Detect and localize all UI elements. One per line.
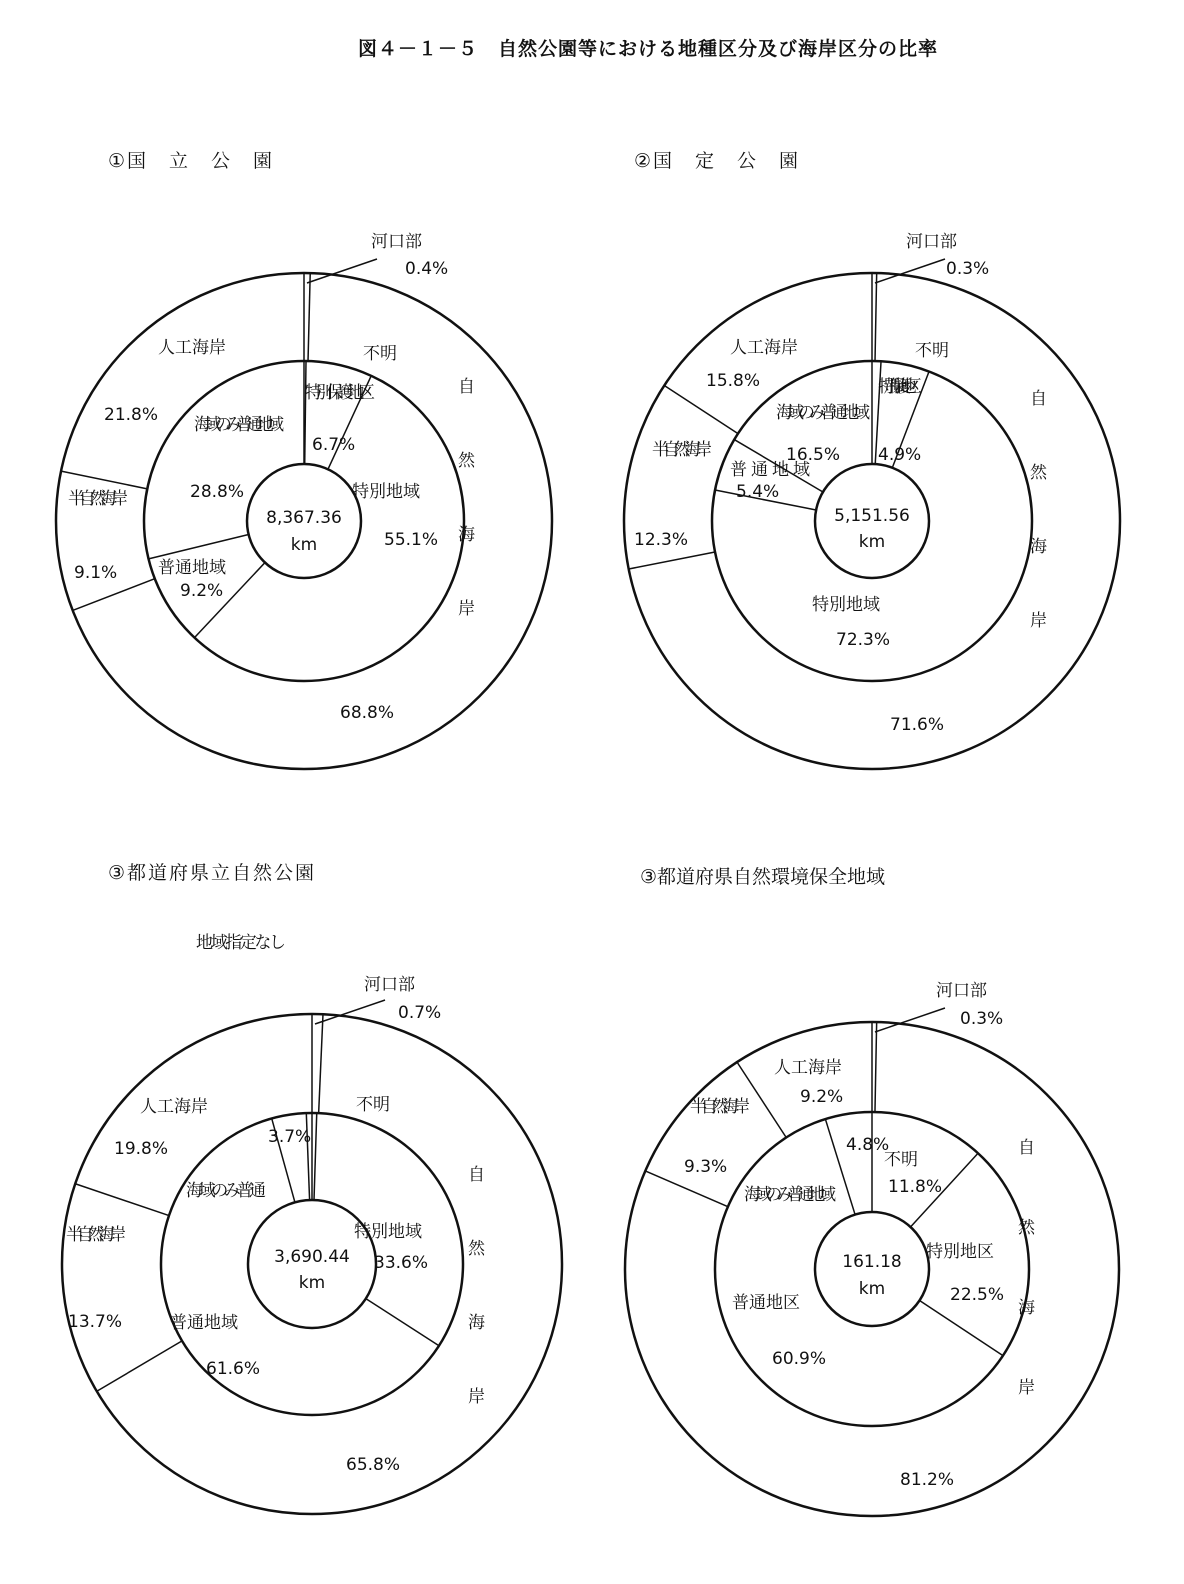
value-ordinary-area: 9.2% <box>180 581 224 601</box>
label-unknown: 不明 <box>915 341 949 361</box>
value-natural-coast: 65.8% <box>346 1455 401 1475</box>
label-unknown: 不明 <box>363 344 397 364</box>
label-special-protection: 特別保護地区 <box>305 383 375 403</box>
label-semi-natural-coast: 半自然海岸 <box>690 1097 750 1117</box>
label-natural-coast: 自然海岸 <box>1018 1138 1035 1398</box>
value-special-protection: 6.7% <box>312 435 356 455</box>
value-semi-natural-coast: 12.3% <box>634 530 689 550</box>
value-semi-natural-coast: 9.3% <box>684 1157 728 1177</box>
value-special-area: 33.6% <box>374 1253 429 1273</box>
value-ordinary-area: 60.9% <box>772 1349 827 1369</box>
label-ordinary-area: 普通地域 <box>158 558 226 578</box>
label-estuary: 河口部 <box>371 232 422 252</box>
value-semi-natural-coast: 13.7% <box>68 1312 123 1332</box>
label-artificial-coast: 人工海岸 <box>730 338 798 358</box>
value-natural-coast: 71.6% <box>890 715 945 735</box>
value-artificial-coast: 19.8% <box>114 1139 169 1159</box>
label-natural-coast: 自然海岸 <box>468 1165 485 1407</box>
center-unit: km <box>298 1273 326 1293</box>
value-marine-ordinary: 16.5% <box>786 445 841 465</box>
label-unknown: 不明 <box>356 1095 390 1115</box>
label-no-designation: 地域指定なし <box>196 933 286 953</box>
label-artificial-coast: 人工海岸 <box>774 1058 842 1078</box>
value-marine-ordinary: 28.8% <box>190 482 245 502</box>
label-special-area: 特別地域 <box>354 1222 422 1242</box>
label-special-protection: 特別保護地区 <box>878 377 922 397</box>
value-estuary: 0.3% <box>946 259 990 279</box>
label-special-area: 特別地域 <box>352 482 420 502</box>
value-special-area: 72.3% <box>836 630 891 650</box>
center-total-length: 3,690.44 <box>274 1247 350 1267</box>
label-estuary: 河口部 <box>364 975 415 995</box>
panel-title-national-parks: ①国 立 公 園 <box>108 150 275 172</box>
value-ordinary-area: 61.6% <box>206 1359 261 1379</box>
value-semi-natural-coast: 9.1% <box>74 563 118 583</box>
panel-title-prefectural-conservation-areas: ③都道府県自然環境保全地域 <box>640 866 886 888</box>
label-artificial-coast: 人工海岸 <box>140 1097 208 1117</box>
label-natural-coast: 自然海岸 <box>1030 389 1047 631</box>
label-semi-natural-coast: 半自然海岸 <box>68 489 128 509</box>
label-artificial-coast: 人工海岸 <box>158 338 226 358</box>
label-ordinary-area: 普通地域 <box>730 460 810 480</box>
value-artificial-coast: 9.2% <box>800 1087 844 1107</box>
value-natural-coast: 81.2% <box>900 1470 955 1490</box>
center-unit: km <box>858 1279 886 1299</box>
label-ordinary-area: 普通地域 <box>170 1313 238 1333</box>
value-artificial-coast: 15.8% <box>706 371 761 391</box>
label-special-area: 特別地区 <box>926 1242 994 1262</box>
label-ordinary-area: 普通地区 <box>732 1293 800 1313</box>
value-marine-ordinary: 4.8% <box>846 1135 890 1155</box>
center-unit: km <box>290 535 318 555</box>
value-estuary: 0.3% <box>960 1009 1004 1029</box>
value-unknown: 11.8% <box>888 1177 943 1197</box>
label-marine-ordinary: 海域のみ普通地域 <box>744 1185 836 1205</box>
center-unit: km <box>858 532 886 552</box>
label-estuary: 河口部 <box>936 981 987 1001</box>
panel-title-quasi-national-parks: ②国 定 公 園 <box>634 150 801 172</box>
label-natural-coast: 自然海岸 <box>458 377 475 619</box>
label-semi-natural-coast: 半自然海岸 <box>652 440 712 460</box>
value-ordinary-area: 5.4% <box>736 482 780 502</box>
value-special-area: 22.5% <box>950 1285 1005 1305</box>
label-unknown: 不明 <box>884 1150 918 1170</box>
label-marine-ordinary: 海域のみ普通地域 <box>194 415 284 435</box>
value-natural-coast: 68.8% <box>340 703 395 723</box>
center-total-length: 5,151.56 <box>834 506 910 526</box>
center-total-length: 8,367.36 <box>266 508 342 528</box>
label-marine-ordinary: 海域のみ普通地域 <box>776 403 870 423</box>
panel-title-prefectural-parks: ③都道府県立自然公園 <box>108 862 317 884</box>
figure-title: 図４－１－５ 自然公園等における地種区分及び海岸区分の比率 <box>358 38 939 60</box>
value-estuary: 0.4% <box>405 259 449 279</box>
label-estuary: 河口部 <box>906 232 957 252</box>
label-semi-natural-coast: 半自然海岸 <box>66 1225 126 1245</box>
value-artificial-coast: 21.8% <box>104 405 159 425</box>
value-marine-ordinary: 3.7% <box>268 1127 312 1147</box>
label-marine-ordinary: 海域のみ普通 <box>186 1181 266 1201</box>
center-total-length: 161.18 <box>842 1252 902 1272</box>
label-special-area: 特別地域 <box>812 595 880 615</box>
value-special-protection: 4.9% <box>878 445 922 465</box>
value-special-area: 55.1% <box>384 530 439 550</box>
value-estuary: 0.7% <box>398 1003 442 1023</box>
